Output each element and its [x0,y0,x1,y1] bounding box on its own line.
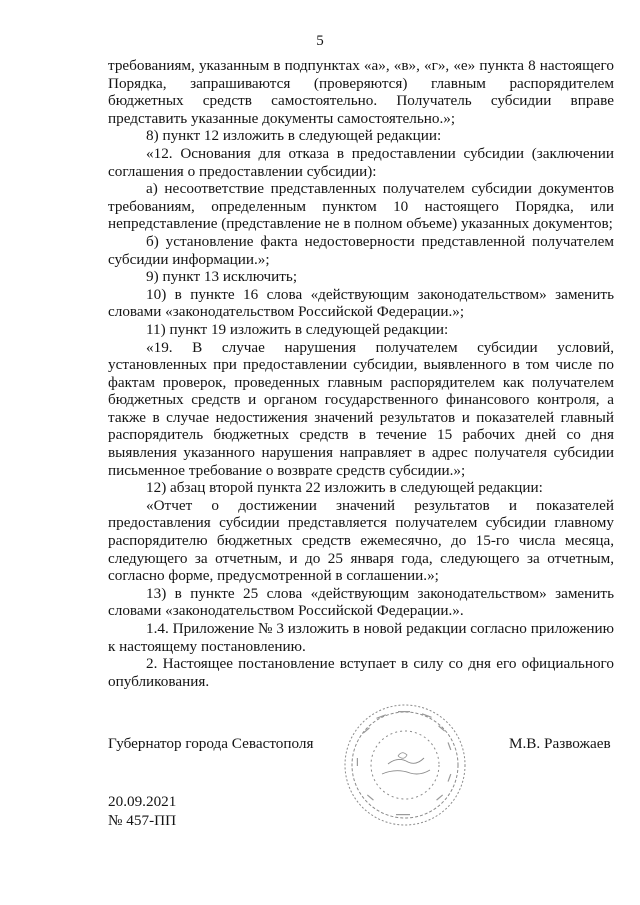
paragraph: требованиям, указанным в подпунктах «а», «в», «г», «е» пункта 8 настоящего Порядка, запрашиваются (проверяются) главным распорядителем бюджетных средств самостоятельно. Получатель субсидии вправе представить указанные документы самостоятельно.»; [108,57,614,127]
paragraph: 10) в пункте 16 слова «действующим законодательством» заменить словами «законодательством Российской Федерации.»; [108,285,614,321]
paragraph: 13) в пункте 25 слова «действующим законодательством» заменить словами «законодательством Российской Федерации.». [108,584,614,620]
paragraph: 9) пункт 13 исключить; [146,268,298,286]
signatory-name: М.В. Развожаев [509,735,611,752]
paragraph: «Отчет о достижении значений результатов и показателей предоставления субсидии представляется получателем субсидии главному распорядителю бюджетных средств ежемесячно, до 15-го числа месяца, следующего за отчетным, и до 25 января года, следующего за отчетным, согласно форме, предусмотренной в соглашении.»; [108,496,614,585]
paragraph: 11) пункт 19 изложить в следующей редакции: [146,320,449,338]
paragraph: 2. Настоящее постановление вступает в силу со дня его официального опубликования. [108,655,614,690]
paragraph: 12) абзац второй пункта 22 изложить в следующей редакции: [146,479,543,497]
page-number: 5 [316,33,324,49]
paragraph: «12. Основания для отказа в предоставлении субсидии (заключении соглашения о предоставлении субсидии): [108,144,614,180]
document-date: 20.09.2021 [108,793,177,810]
paragraph: 1.4. Приложение № 3 изложить в новой редакции согласно приложению к настоящему постановлению. [108,620,614,655]
document-number: № 457-ПП [108,812,177,829]
paragraph: «19. В случае нарушения получателем субсидии условий, установленных при предоставлении субсидии, выявленного в том числе по фактам проверок, проведенных главным распорядителем как получателем бюджетных средств и органом государственного финансового контроля, а также в случае недостижения значений результатов и показателей главный распорядитель бюджетных средств в течение 15 рабочих дней со дня выявления указанного нарушения направляет в адрес получателя субсидии письменное требование о возврате средств субсидии.»; [108,338,614,479]
document-body [108,57,614,690]
paragraph: 8) пункт 12 изложить в следующей редакции: [146,127,442,145]
paragraph: а) несоответствие представленных получателем субсидии документов требованиям, определенным пунктом 10 настоящего Порядка, или непредставление (представление не в полном объеме) указанных документов; [108,180,614,233]
paragraph: б) установление факта недостоверности представленной получателем субсидии информации.»; [108,232,614,268]
official-seal [342,702,468,828]
signatory-title: Губернатор города Севастополя [108,735,314,752]
